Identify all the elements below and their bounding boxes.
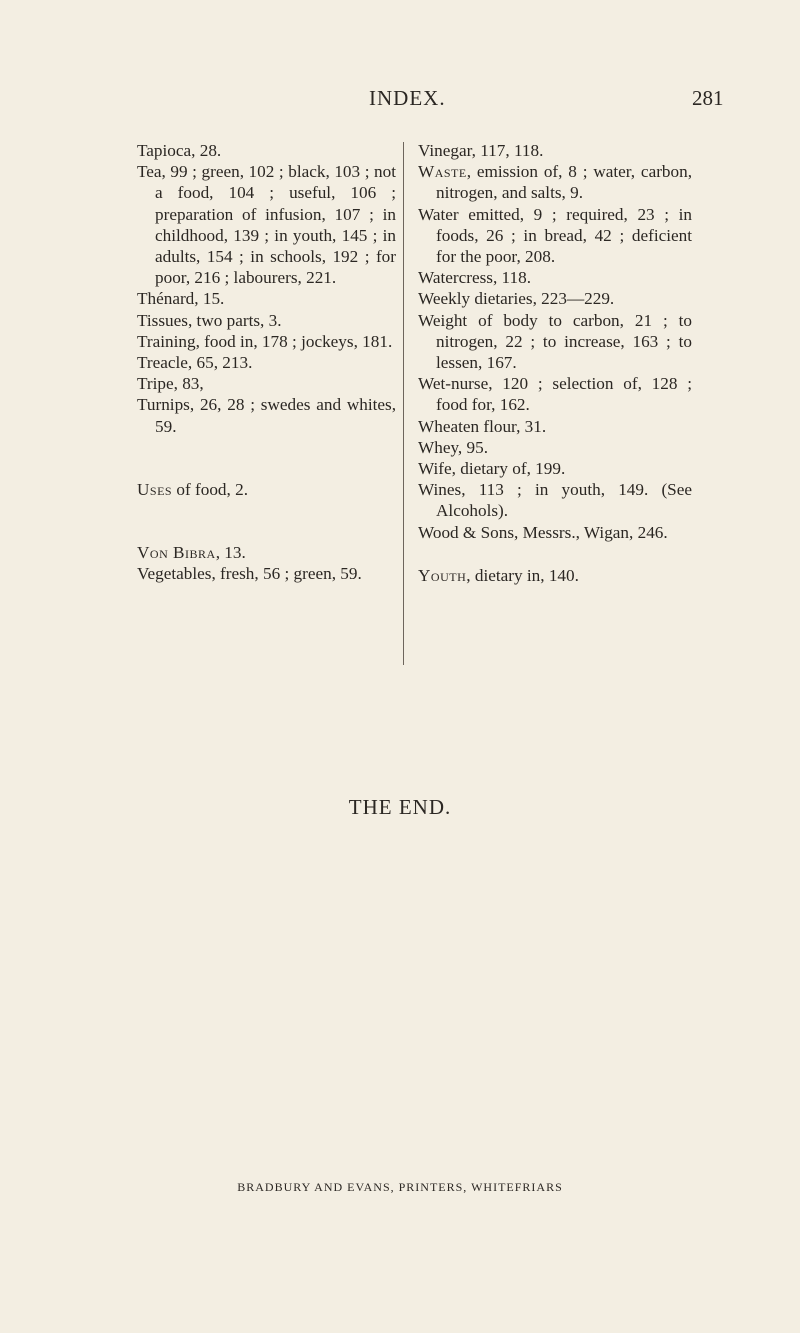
index-entry: Vegetables, fresh, 56 ; green, 59.	[137, 564, 362, 584]
index-entry: Whey, 95.	[418, 437, 488, 457]
page-number: 281	[692, 86, 724, 110]
printer-imprint: BRADBURY AND EVANS, PRINTERS, WHITEFRIARS	[237, 1180, 563, 1194]
index-column-right	[418, 140, 692, 586]
index-entry: Wife, dietary of, 199.	[418, 459, 566, 479]
index-entry: Wheaten flour, 31.	[418, 416, 547, 436]
index-entry: Weekly dietaries, 223—229.	[418, 289, 615, 309]
index-entry: Von Bibra, 13.	[137, 543, 246, 563]
page-title: INDEX.	[369, 86, 446, 110]
column-divider	[403, 142, 404, 665]
the-end-heading: THE END.	[348, 795, 452, 819]
index-entry: Thénard, 15.	[137, 289, 225, 309]
index-entry: Training, food in, 178 ; jockeys, 181.	[137, 331, 393, 351]
index-entry: Tissues, two parts, 3.	[137, 310, 282, 330]
index-entry: Tapioca, 28.	[137, 141, 222, 160]
index-entry: Waste, emission of, 8 ; water, carbon, nitrogen, and salts, 9.	[418, 162, 692, 203]
index-entry: Wood & Sons, Messrs., Wigan, 246.	[418, 522, 668, 542]
index-entry: Tea, 99 ; green, 102 ; black, 103 ; not a food, 104 ; useful, 106 ; preparation of infusion, 107 ; in childhood, 139 ; in youth, 145 ; in adults, 154 ; in schools, 192 ; for poor, 216 ; labourers, 221.	[137, 162, 396, 288]
index-entry: Wet-nurse, 120 ; selection of, 128 ; food for, 162.	[418, 374, 692, 415]
index-entry: Weight of body to carbon, 21 ; to nitrogen, 22 ; to increase, 163 ; to lessen, 167.	[418, 310, 692, 373]
index-entry: Youth, dietary in, 140.	[418, 565, 579, 585]
index-entry: Vinegar, 117, 118.	[418, 141, 544, 160]
index-entry: Turnips, 26, 28 ; swedes and whites, 59.	[137, 395, 396, 436]
index-entry: Watercress, 118.	[418, 268, 531, 288]
index-entry: Tripe, 83,	[137, 374, 204, 394]
index-entry: Wines, 113 ; in youth, 149. (See Alcohols).	[418, 480, 692, 521]
index-entry: Uses of food, 2.	[137, 479, 248, 499]
index-entry: Water emitted, 9 ; required, 23 ; in foods, 26 ; in bread, 42 ; deficient for the poor, 208.	[418, 204, 692, 267]
page-header	[0, 86, 800, 116]
index-entry: Treacle, 65, 213.	[137, 353, 253, 373]
index-column-left	[137, 140, 396, 584]
